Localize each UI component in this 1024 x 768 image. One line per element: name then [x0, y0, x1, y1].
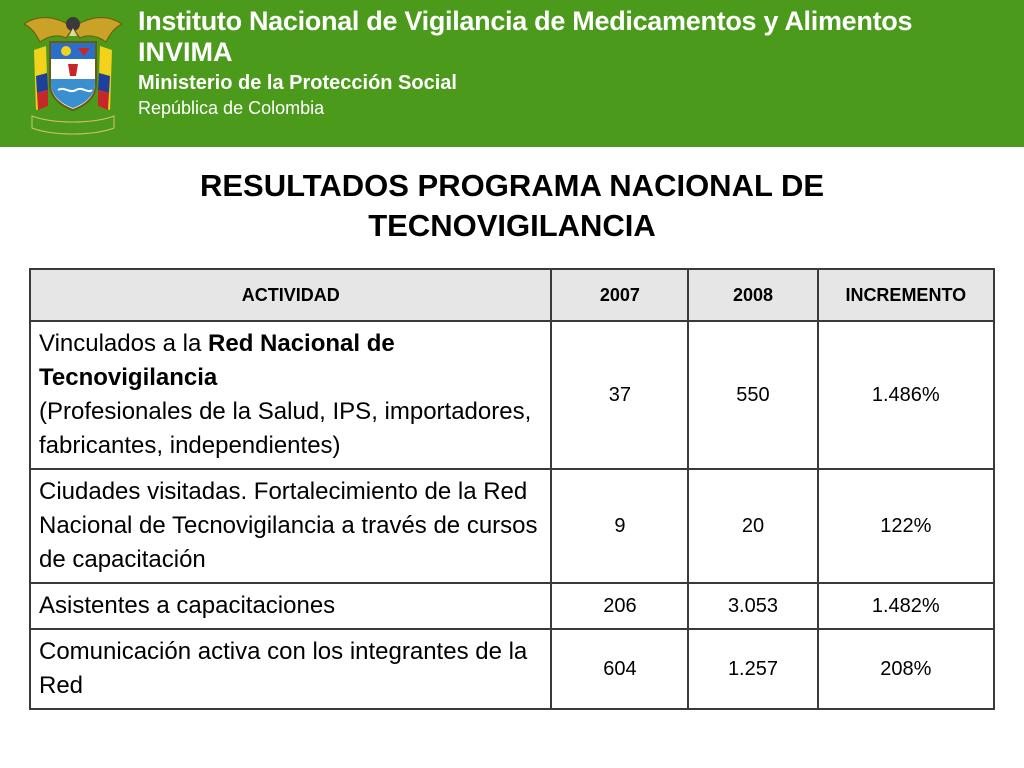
header-banner — [0, 0, 1024, 147]
institute-acronym: INVIMA — [138, 37, 233, 67]
value-increment: 1.486% — [818, 321, 994, 469]
table-header-row — [30, 269, 994, 321]
activity-cell: Comunicación activa con los integrantes de la Red — [30, 629, 551, 709]
value-2008: 1.257 — [688, 629, 817, 709]
activity-text: Vinculados a la — [39, 330, 209, 357]
value-2007: 604 — [551, 629, 688, 709]
value-increment: 208% — [818, 629, 994, 709]
activity-cell: Ciudades visitadas. Fortalecimiento de la Red Nacional de Tecnovigilancia a través de cursos de capacitación — [30, 469, 551, 583]
institute-name: Instituto Nacional de Vigilancia de Medicamentos y Alimentos — [138, 6, 913, 36]
value-2008: 20 — [688, 469, 817, 583]
value-2007: 9 — [551, 469, 688, 583]
column-header-2007: 2007 — [551, 269, 688, 321]
page-title — [0, 166, 1024, 246]
activity-cell — [30, 321, 551, 469]
page-title-line-2: TECNOVIGILANCIA — [368, 208, 656, 243]
value-increment: 1.482% — [818, 583, 994, 629]
table-row — [30, 583, 994, 629]
column-header-increment: INCREMENTO — [818, 269, 994, 321]
value-2008: 3.053 — [688, 583, 817, 629]
activity-cell: Asistentes a capacitaciones — [30, 583, 551, 629]
colombia-coat-of-arms — [18, 6, 128, 142]
results-table — [29, 268, 995, 710]
value-increment: 122% — [818, 469, 994, 583]
page-title-line-1: RESULTADOS PROGRAMA NACIONAL DE — [199, 168, 825, 203]
value-2007: 37 — [551, 321, 688, 469]
value-2007: 206 — [551, 583, 688, 629]
table-row — [30, 629, 994, 709]
column-header-activity: ACTIVIDAD — [30, 269, 551, 321]
country-name: República de Colombia — [138, 98, 325, 118]
ministry-name: Ministerio de la Protección Social — [138, 72, 457, 94]
activity-highlight: Red Nacional de Tecnovigilancia — [39, 330, 395, 391]
table-row — [30, 321, 994, 469]
table-row — [30, 469, 994, 583]
activity-detail: (Profesionales de la Salud, IPS, importadores, fabricantes, independientes) — [39, 398, 532, 459]
institution-block — [138, 6, 912, 120]
value-2008: 550 — [688, 321, 817, 469]
column-header-2008: 2008 — [688, 269, 817, 321]
